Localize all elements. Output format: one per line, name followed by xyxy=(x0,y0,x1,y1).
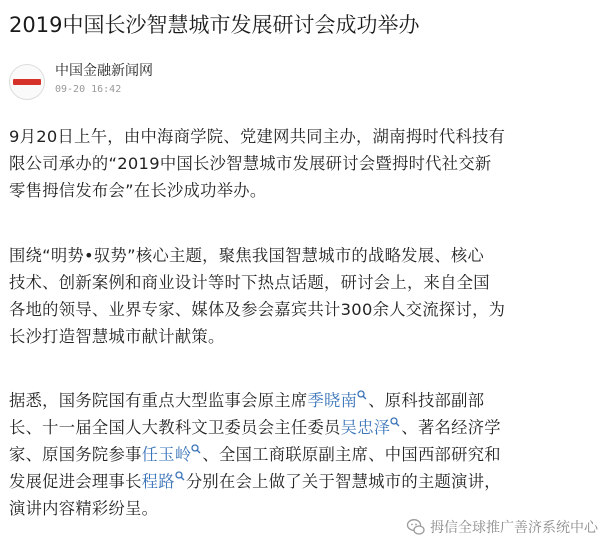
author-row xyxy=(9,60,599,100)
search-icon[interactable] xyxy=(191,444,201,454)
text-segment: 分别在会上做了关于智慧城市的主题演讲， xyxy=(185,472,501,491)
search-icon[interactable] xyxy=(357,390,367,400)
text-segment: 发展促进会理事长 xyxy=(9,472,142,491)
paragraph-line xyxy=(9,441,605,468)
paragraph-line: 围绕“明势•驭势”核心主题，聚焦我国智慧城市的战略发展、核心 xyxy=(9,246,485,265)
watermark xyxy=(406,516,598,540)
person-link-cheng-lu[interactable]: 程路 xyxy=(141,472,175,491)
paragraph-line: 限公司承办的“2019中国长沙智慧城市发展研讨会暨拇时代社交新 xyxy=(9,154,492,173)
person-link-ji-xiaonan[interactable]: 季晓南 xyxy=(307,391,358,410)
article-title: 2019中国长沙智慧城市发展研讨会成功举办 xyxy=(9,13,420,37)
paragraph-3 xyxy=(9,387,605,522)
text-segment: 家、原国务院参事 xyxy=(9,445,142,464)
paragraph-line xyxy=(9,468,605,495)
publish-time: 09-20 16:42 xyxy=(55,84,122,95)
wechat-icon xyxy=(406,517,426,537)
text-segment: 、原科技部副部 xyxy=(368,391,485,410)
text-segment: 、著名经济学 xyxy=(401,418,501,437)
text-segment: 、全国工商联原副主席、中国西部研究和 xyxy=(202,445,501,464)
paragraph-line: 技术、创新案例和商业设计等时下热点话题，研讨会上，来自全国 xyxy=(9,273,490,292)
search-icon[interactable] xyxy=(175,471,185,481)
search-icon[interactable] xyxy=(390,417,400,427)
paragraph-line: 演讲内容精彩纷呈。 xyxy=(9,499,159,518)
paragraph-line: 9月20日上午，由中海商学院、党建网共同主办，湖南拇时代科技有 xyxy=(9,127,506,146)
text-segment: 长、十一届全国人大教科文卫委员会主任委员 xyxy=(9,418,341,437)
person-link-wu-zhongze[interactable]: 吴忠泽 xyxy=(340,418,391,437)
paragraph-line xyxy=(9,414,605,441)
paragraph-2 xyxy=(9,242,605,350)
avatar[interactable] xyxy=(9,64,45,100)
paragraph-line: 长沙打造智慧城市献计献策。 xyxy=(9,327,225,346)
paragraph-line xyxy=(9,387,605,414)
paragraph-line: 零售拇信发布会”在长沙成功举办。 xyxy=(9,181,267,200)
person-link-ren-yuling[interactable]: 任玉岭 xyxy=(141,445,192,464)
watermark-text: 拇信全球推广善济系统中心 xyxy=(430,520,598,536)
paragraph-line: 各地的领导、业界专家、媒体及参会嘉宾共计300余人交流探讨，为 xyxy=(9,300,506,319)
text-segment: 据悉，国务院国有重点大型监事会原主席 xyxy=(9,391,308,410)
avatar-logo-strip xyxy=(13,79,41,85)
source-name[interactable]: 中国金融新闻网 xyxy=(55,63,153,79)
paragraph-1 xyxy=(9,123,605,204)
